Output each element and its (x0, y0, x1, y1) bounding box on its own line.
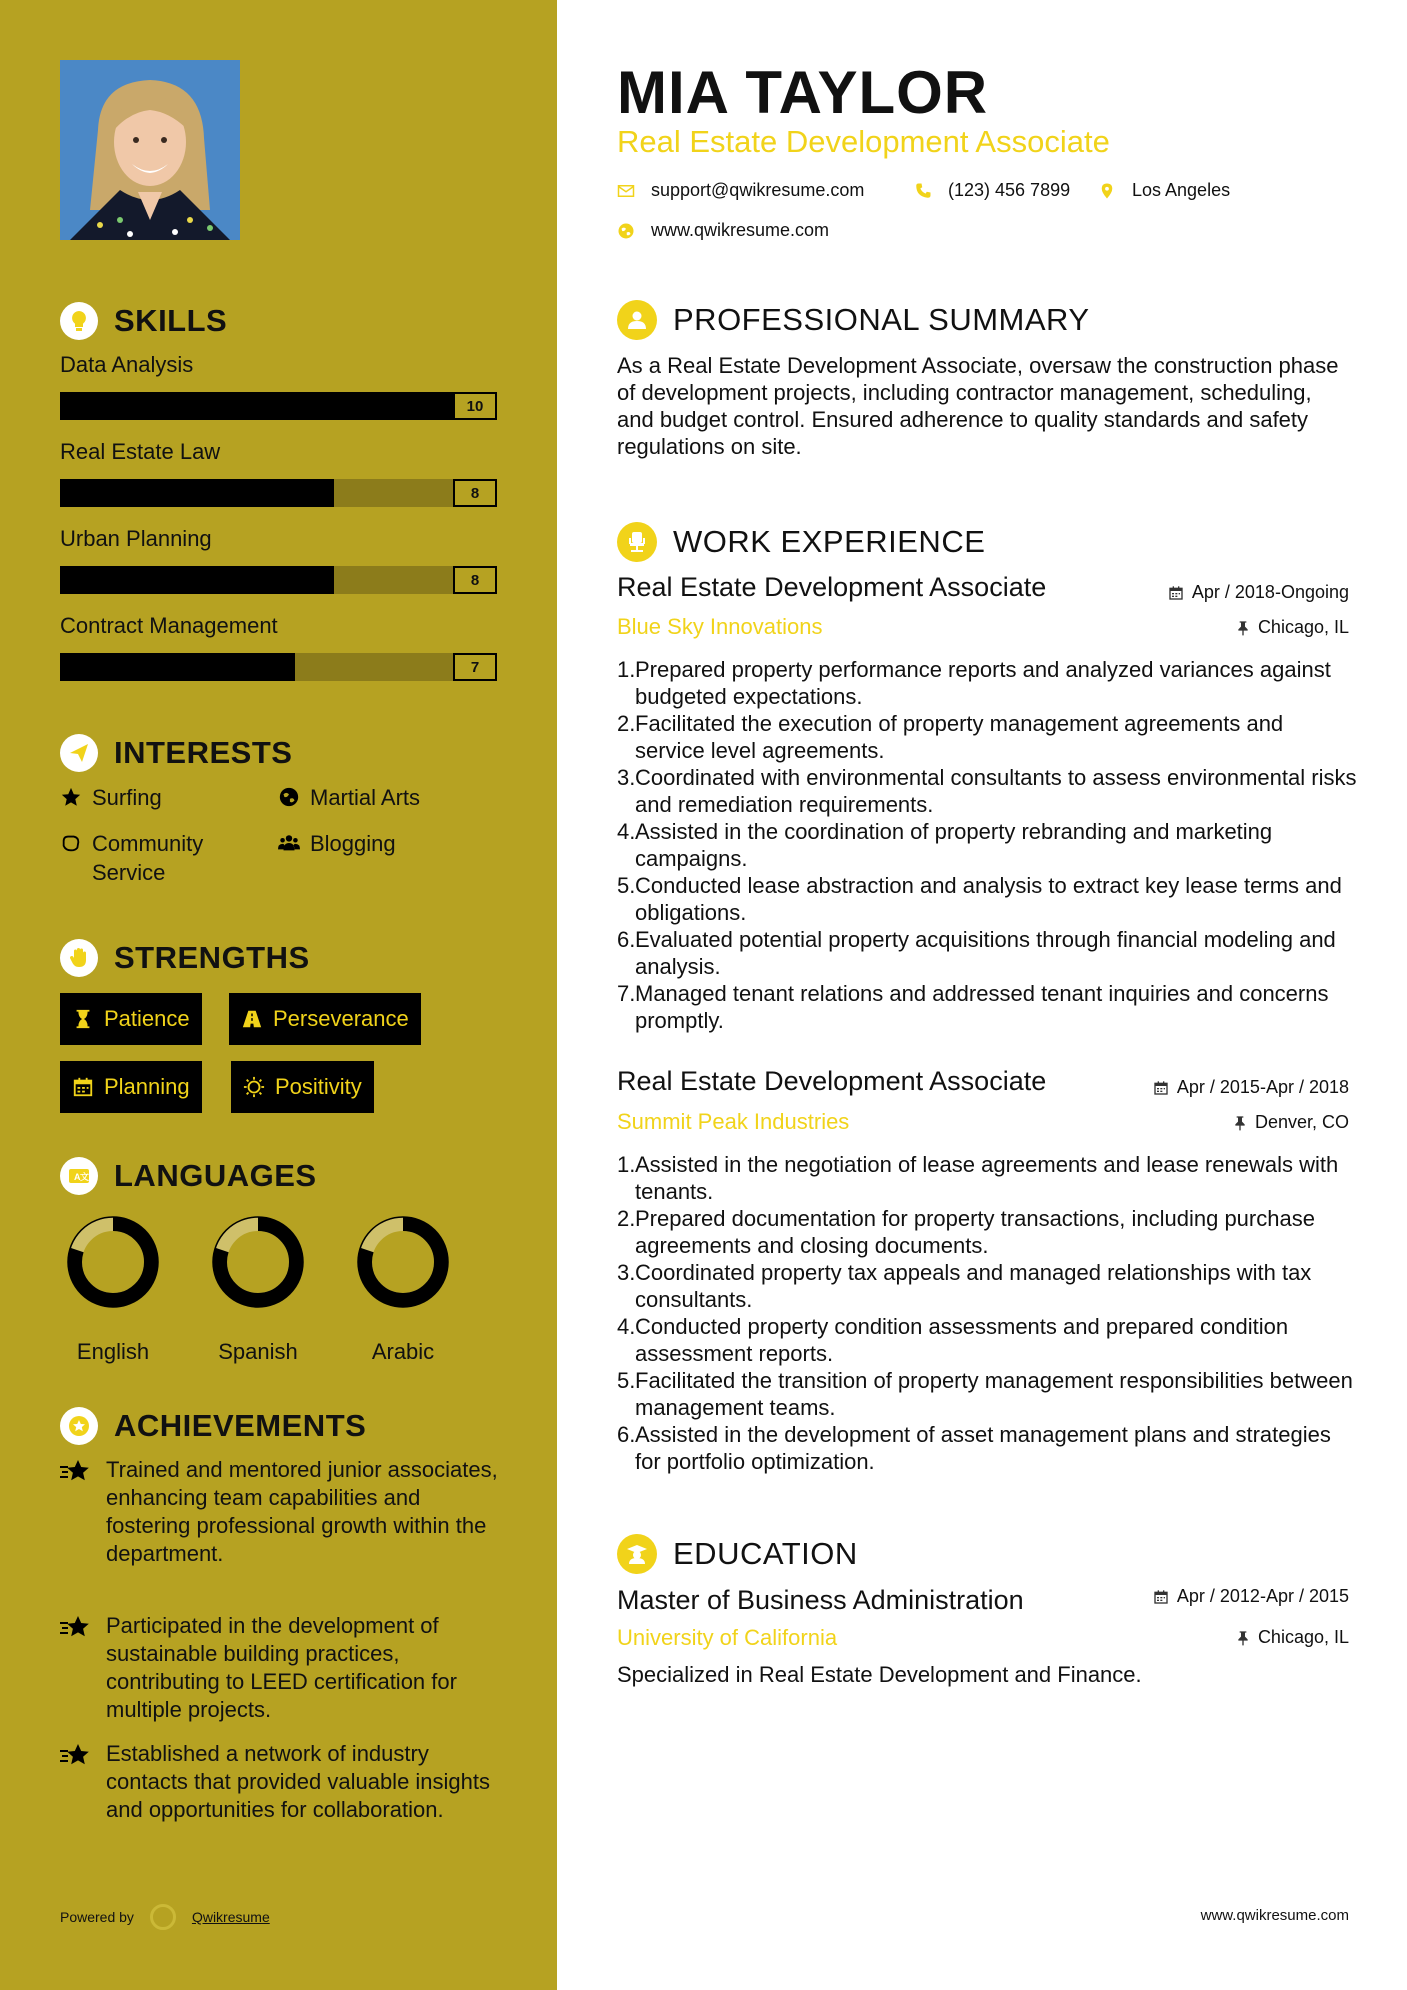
achievement-item (60, 1612, 500, 1724)
map-pin-icon (1098, 182, 1116, 200)
skill-name: Data Analysis (60, 352, 194, 377)
skill-bar (60, 653, 497, 681)
candidate-role: Real Estate Development Associate (617, 124, 1110, 159)
profile-photo (60, 60, 240, 240)
language-label: Spanish (218, 1339, 298, 1364)
powered-by (60, 1904, 270, 1930)
language-ring (63, 1212, 163, 1312)
job-title: Real Estate Development Associate (617, 1066, 1047, 1096)
education-heading (617, 1534, 858, 1574)
job-bullet: 3.Coordinated property tax appeals and managed relationships with tax consultants. (617, 1260, 1312, 1312)
job-bullet: 5.Facilitated the transition of property management responsibilities between management teams. (617, 1368, 1353, 1420)
qwikresume-logo-icon (150, 1904, 176, 1930)
languages-heading (60, 1157, 317, 1195)
strength-label: Perseverance (273, 1006, 409, 1031)
powered-by-text: Powered by (60, 1909, 134, 1925)
globe-icon (278, 786, 300, 808)
candidate-name: MIA TAYLOR (617, 59, 989, 126)
strength-tag (60, 1061, 202, 1113)
job-bullet-text: Assisted in the development of asset management plans and strategies for portfolio optimization. (635, 1422, 1331, 1474)
job-bullet-text: Assisted in the coordination of property rebranding and marketing campaigns. (635, 819, 1273, 871)
summary-text: As a Real Estate Development Associate, oversaw the construction phase of development projects, including contractor management, scheduling, and budget control. Ensured adherence to quality standards and safety regulations on site. (617, 353, 1339, 459)
job-title: Real Estate Development Associate (617, 572, 1047, 602)
work-title: WORK EXPERIENCE (673, 524, 986, 559)
job-bullet: 3.Coordinated with environmental consultants to assess environmental risks and remediation requirements. (617, 765, 1357, 817)
language-ring (208, 1212, 308, 1312)
interests-title: INTERESTS (114, 735, 293, 770)
job-bullet: 1.Prepared property performance reports and analyzed variances against budgeted expectations. (617, 657, 1331, 709)
sidebar (0, 0, 557, 1990)
calendar-icon (1168, 585, 1184, 601)
job-company: Summit Peak Industries (617, 1109, 850, 1134)
interest-item (278, 829, 396, 858)
profile-photo-image (60, 60, 240, 240)
job-bullets (617, 656, 1357, 1034)
office-chair-icon (617, 522, 657, 562)
job-bullet-text: Coordinated property tax appeals and managed relationships with tax consultants. (635, 1260, 1312, 1312)
skill-level: 8 (453, 479, 497, 507)
interest-item (60, 783, 162, 812)
contact-email[interactable] (617, 180, 864, 201)
language-item (208, 1212, 308, 1365)
achievement-text: Established a network of industry contacts that provided valuable insights and opportunities for collaboration. (106, 1741, 491, 1822)
job-bullet: 6.Assisted in the development of asset management plans and strategies for portfolio optimization. (617, 1422, 1331, 1474)
job-bullet-text: Coordinated with environmental consultants to assess environmental risks and remediation requirements. (635, 765, 1357, 817)
interests-heading (60, 734, 292, 772)
job-bullet: 5.Conducted lease abstraction and analysis to extract key lease terms and obligations. (617, 873, 1342, 925)
skill-level: 7 (453, 653, 497, 681)
job-date (1168, 582, 1349, 603)
phone-icon (914, 182, 932, 200)
achievement-text: Trained and mentored junior associates, enhancing team capabilities and fostering professional growth within the department. (106, 1457, 498, 1566)
achievements-title: ACHIEVEMENTS (114, 1408, 367, 1443)
job-date (1153, 1077, 1349, 1098)
achievement-item (60, 1456, 500, 1568)
job-bullet-text: Prepared documentation for property transactions, including purchase agreements and closing documents. (635, 1206, 1315, 1258)
interest-label: Blogging (310, 831, 396, 856)
job-bullet-text: Conducted property condition assessments and prepared condition assessment reports. (635, 1314, 1289, 1366)
summary-title: PROFESSIONAL SUMMARY (673, 302, 1090, 337)
job-bullet: 4.Assisted in the coordination of property rebranding and marketing campaigns. (617, 819, 1273, 871)
skill-bar (60, 566, 497, 594)
footer-url[interactable]: www.qwikresume.com (1200, 1907, 1349, 1924)
languages-title: LANGUAGES (114, 1158, 317, 1193)
contact-phone[interactable] (914, 180, 1070, 201)
skill-name: Urban Planning (60, 526, 212, 551)
lightbulb-icon (60, 302, 98, 340)
job-location-text: Chicago, IL (1257, 617, 1349, 637)
achievement-star-icon (60, 1742, 92, 1770)
job-bullet-text: Prepared property performance reports and analyzed variances against budgeted expectations. (635, 657, 1331, 709)
job-bullet: 7.Managed tenant relations and addressed tenant inquiries and concerns promptly. (617, 981, 1329, 1033)
contact-email-text: support@qwikresume.com (651, 180, 865, 200)
job-location-text: Denver, CO (1254, 1112, 1349, 1132)
language-ring (353, 1212, 453, 1312)
strength-label: Positivity (275, 1074, 362, 1099)
contact-location-text: Los Angeles (1132, 180, 1231, 200)
job-bullet-text: Evaluated potential property acquisitions through financial modeling and analysis. (635, 927, 1336, 979)
education-date-text: Apr / 2012-Apr / 2015 (1176, 1586, 1349, 1606)
job-bullet: 6.Evaluated potential property acquisitions through financial modeling and analysis. (617, 927, 1336, 979)
achievement-star-icon (60, 1614, 92, 1642)
job-bullet-text: Facilitated the execution of property management agreements and service level agreements. (635, 711, 1284, 763)
badge-star-icon (60, 1407, 98, 1445)
skill-bar-fill (60, 566, 334, 594)
achievement-text: Participated in the development of sustainable building practices, contributing to LEED certification for multiple projects. (106, 1613, 457, 1722)
graduate-icon (617, 1534, 657, 1574)
skill-name: Real Estate Law (60, 439, 221, 464)
contact-location (1098, 180, 1230, 201)
language-icon (60, 1157, 98, 1195)
work-heading (617, 522, 985, 562)
calendar-icon (1153, 1589, 1169, 1605)
job-bullet-text: Assisted in the negotiation of lease agreements and lease renewals with tenants. (635, 1152, 1339, 1204)
education-location-text: Chicago, IL (1257, 1627, 1349, 1647)
skill-bar (60, 392, 497, 420)
interest-item (278, 783, 420, 812)
job-location (1233, 1112, 1349, 1133)
user-icon (617, 300, 657, 340)
strength-label: Patience (104, 1006, 190, 1031)
summary-heading (617, 300, 1090, 340)
strength-tag (229, 993, 421, 1045)
language-item (63, 1212, 163, 1365)
pushpin-icon (1233, 1115, 1247, 1131)
education-school: University of California (617, 1625, 838, 1650)
education-location (1236, 1627, 1349, 1648)
job-bullet: 2.Prepared documentation for property transactions, including purchase agreements and closing documents. (617, 1206, 1315, 1258)
interest-item (60, 829, 260, 887)
education-degree: Master of Business Administration (617, 1585, 1024, 1615)
strength-tag (231, 1061, 374, 1113)
sun-icon (243, 1076, 265, 1098)
contact-website-text: www.qwikresume.com (651, 220, 830, 240)
contact-website[interactable] (617, 220, 829, 241)
star-icon (60, 786, 82, 808)
job-bullet: 1.Assisted in the negotiation of lease agreements and lease renewals with tenants. (617, 1152, 1339, 1204)
svg-text:文: 文 (80, 1172, 90, 1182)
job-company: Blue Sky Innovations (617, 614, 823, 639)
contact-phone-text: (123) 456 7899 (948, 180, 1071, 200)
language-label: English (76, 1339, 150, 1364)
skill-bar-fill (60, 392, 497, 420)
interest-label: Community Service (92, 831, 204, 885)
skill-bar-fill (60, 653, 295, 681)
hand-icon (60, 832, 82, 854)
strengths-title: STRENGTHS (114, 940, 310, 975)
education-date (1153, 1586, 1349, 1607)
job-date-text: Apr / 2015-Apr / 2018 (1176, 1077, 1349, 1097)
skills-title: SKILLS (114, 303, 228, 338)
group-icon (278, 832, 300, 854)
svg-text:A: A (74, 1172, 81, 1182)
language-label: Arabic (371, 1339, 435, 1364)
skill-level: 8 (453, 566, 497, 594)
pushpin-icon (1236, 620, 1250, 636)
hourglass-icon (72, 1008, 94, 1030)
education-description: Specialized in Real Estate Development and Finance. (617, 1662, 1142, 1687)
job-bullet: 4.Conducted property condition assessments and prepared condition assessment reports. (617, 1314, 1289, 1366)
achievement-star-icon (60, 1458, 92, 1486)
skill-bar (60, 479, 497, 507)
job-bullet-text: Facilitated the transition of property management responsibilities between management teams. (635, 1368, 1353, 1420)
qwikresume-link[interactable]: Qwikresume (191, 1909, 270, 1925)
job-bullet-text: Managed tenant relations and addressed tenant inquiries and concerns promptly. (635, 981, 1329, 1033)
raised-hand-icon (60, 939, 98, 977)
pushpin-icon (1236, 1630, 1250, 1646)
skill-level: 10 (453, 392, 497, 420)
achievement-item (60, 1740, 500, 1824)
skills-heading (60, 302, 227, 340)
skill-name: Contract Management (60, 613, 278, 638)
calendar-icon (72, 1076, 94, 1098)
achievements-heading (60, 1407, 366, 1445)
education-title: EDUCATION (673, 1536, 858, 1571)
job-location (1236, 617, 1349, 638)
job-bullets (617, 1151, 1357, 1475)
language-item (353, 1212, 453, 1365)
job-date-text: Apr / 2018-Ongoing (1191, 582, 1349, 602)
calendar-icon (1153, 1080, 1169, 1096)
interest-label: Surfing (92, 785, 162, 810)
globe-icon (617, 222, 635, 240)
paper-plane-icon (60, 734, 98, 772)
strengths-heading (60, 939, 310, 977)
envelope-icon (617, 182, 635, 200)
road-icon (241, 1008, 263, 1030)
strength-tag (60, 993, 202, 1045)
strength-label: Planning (104, 1074, 190, 1099)
interest-label: Martial Arts (310, 785, 421, 810)
job-bullet-text: Conducted lease abstraction and analysis to extract key lease terms and obligations. (635, 873, 1342, 925)
job-bullet: 2.Facilitated the execution of property management agreements and service level agreements. (617, 711, 1284, 763)
skill-bar-fill (60, 479, 334, 507)
